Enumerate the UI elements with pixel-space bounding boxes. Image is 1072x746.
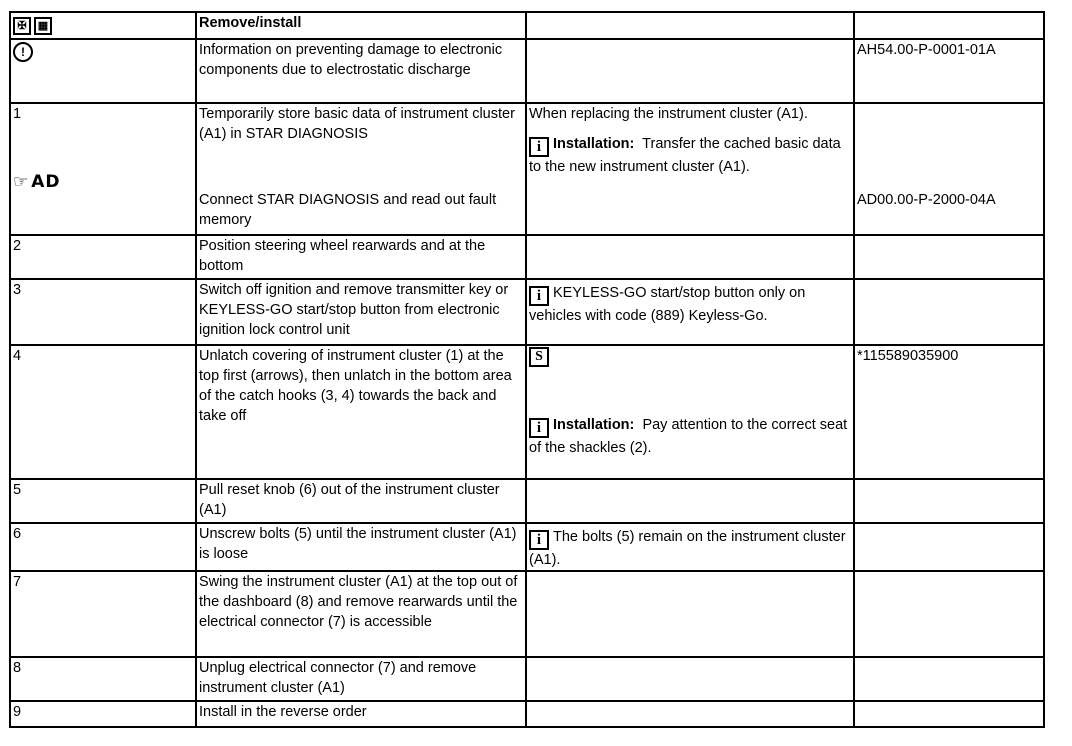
info-icon: i [529,286,549,306]
info-icon: i [529,418,549,438]
esd-row [10,39,1044,103]
step-ref-cell [854,235,1044,279]
step-row [10,523,1044,571]
special-tool-reference-link[interactable]: *115589035900 [854,345,1044,479]
ad-label: AD [31,172,61,192]
step-number: 5 [10,479,196,523]
step-note: When replacing the instrument cluster (A1). [529,106,808,122]
step-action: Unlatch covering of instrument cluster (1) at the top first (arrows), then unlatch in the bottom area of the catch hooks (3, 4) towards the back and take off [196,345,526,479]
step-number: 1 [13,106,22,122]
step-note-cell [526,571,854,657]
step-row [10,571,1044,657]
step-row [10,103,1044,235]
info-icon: i [529,137,549,157]
installation-note [529,415,851,458]
tools-icon: ✠ [13,17,31,35]
step-ref-cell [854,657,1044,701]
header-row [10,12,1044,39]
installation-note [529,134,851,177]
pointing-hand-icon: ☞ [13,172,30,192]
step-number: 9 [10,701,196,727]
step-row [10,235,1044,279]
esd-warning-icon: ! [13,42,33,62]
step-note-cell [526,657,854,701]
step-number-cell [10,103,196,235]
info-icon: i [529,530,549,550]
step-action: Switch off ignition and remove transmitter key or KEYLESS-GO start/stop button from electronic ignition lock control unit [196,279,526,345]
header-empty-cell [526,12,854,39]
step-ref-cell [854,103,1044,235]
step-note-cell [526,235,854,279]
step-row [10,701,1044,727]
installation-label: Installation: [553,136,635,152]
section-title: Remove/install [196,12,526,39]
step-number: 7 [10,571,196,657]
step-number: 3 [10,279,196,345]
step-number: 6 [10,523,196,571]
remove-install-table [9,11,1045,728]
diagnosis-ad-icon [13,172,61,192]
header-empty-cell [854,12,1044,39]
step-note-cell [526,279,854,345]
step-note: The bolts (5) remain on the instrument cluster (A1). [529,529,846,568]
esd-text: Information on preventing damage to electronic components due to electrostatic discharge [196,39,526,103]
esd-note-cell [526,39,854,103]
step-number: 2 [10,235,196,279]
step-row [10,657,1044,701]
installation-text: Transfer the cached basic data to the new instrument cluster (A1). [529,136,841,175]
step-number: 4 [10,345,196,479]
step-note: KEYLESS-GO start/stop button only on vehicles with code (889) Keyless-Go. [529,285,806,324]
step-action: Temporarily store basic data of instrument cluster (A1) in STAR DIAGNOSIS [199,106,515,142]
step-action: Unplug electrical connector (7) and remove instrument cluster (A1) [196,657,526,701]
step-row [10,279,1044,345]
step-ref-cell [854,571,1044,657]
step-ref-cell [854,701,1044,727]
fault-memory-reference-link[interactable]: AD00.00-P-2000-04A [857,192,996,208]
installation-text: Pay attention to the correct seat of the shackles (2). [529,417,848,456]
step-ref-cell [854,523,1044,571]
tools-icon: ▦ [34,17,52,35]
step-action-cell [196,103,526,235]
step-note-cell [526,479,854,523]
step-action: Install in the reverse order [196,701,526,727]
step-number: 8 [10,657,196,701]
step-ref-cell [854,479,1044,523]
step-row [10,345,1044,479]
step-action: Swing the instrument cluster (A1) at the top out of the dashboard (8) and remove rearwards until the electrical connector (7) is accessible [196,571,526,657]
step-note-cell [526,103,854,235]
step-note-cell [526,701,854,727]
step-action: Unscrew bolts (5) until the instrument cluster (A1) is loose [196,523,526,571]
procedure-page [9,11,1043,728]
installation-label: Installation: [553,417,635,433]
special-tool-icon: S [529,347,549,367]
step-note-cell [526,523,854,571]
step-action: Pull reset knob (6) out of the instrument cluster (A1) [196,479,526,523]
step-action-secondary: Connect STAR DIAGNOSIS and read out fault memory [199,192,497,228]
esd-reference-link[interactable]: AH54.00-P-0001-01A [854,39,1044,103]
step-note-cell [526,345,854,479]
step-row [10,479,1044,523]
esd-icon-cell [10,39,196,103]
header-icon-cell [10,12,196,39]
step-ref-cell [854,279,1044,345]
step-action: Position steering wheel rearwards and at the bottom [196,235,526,279]
